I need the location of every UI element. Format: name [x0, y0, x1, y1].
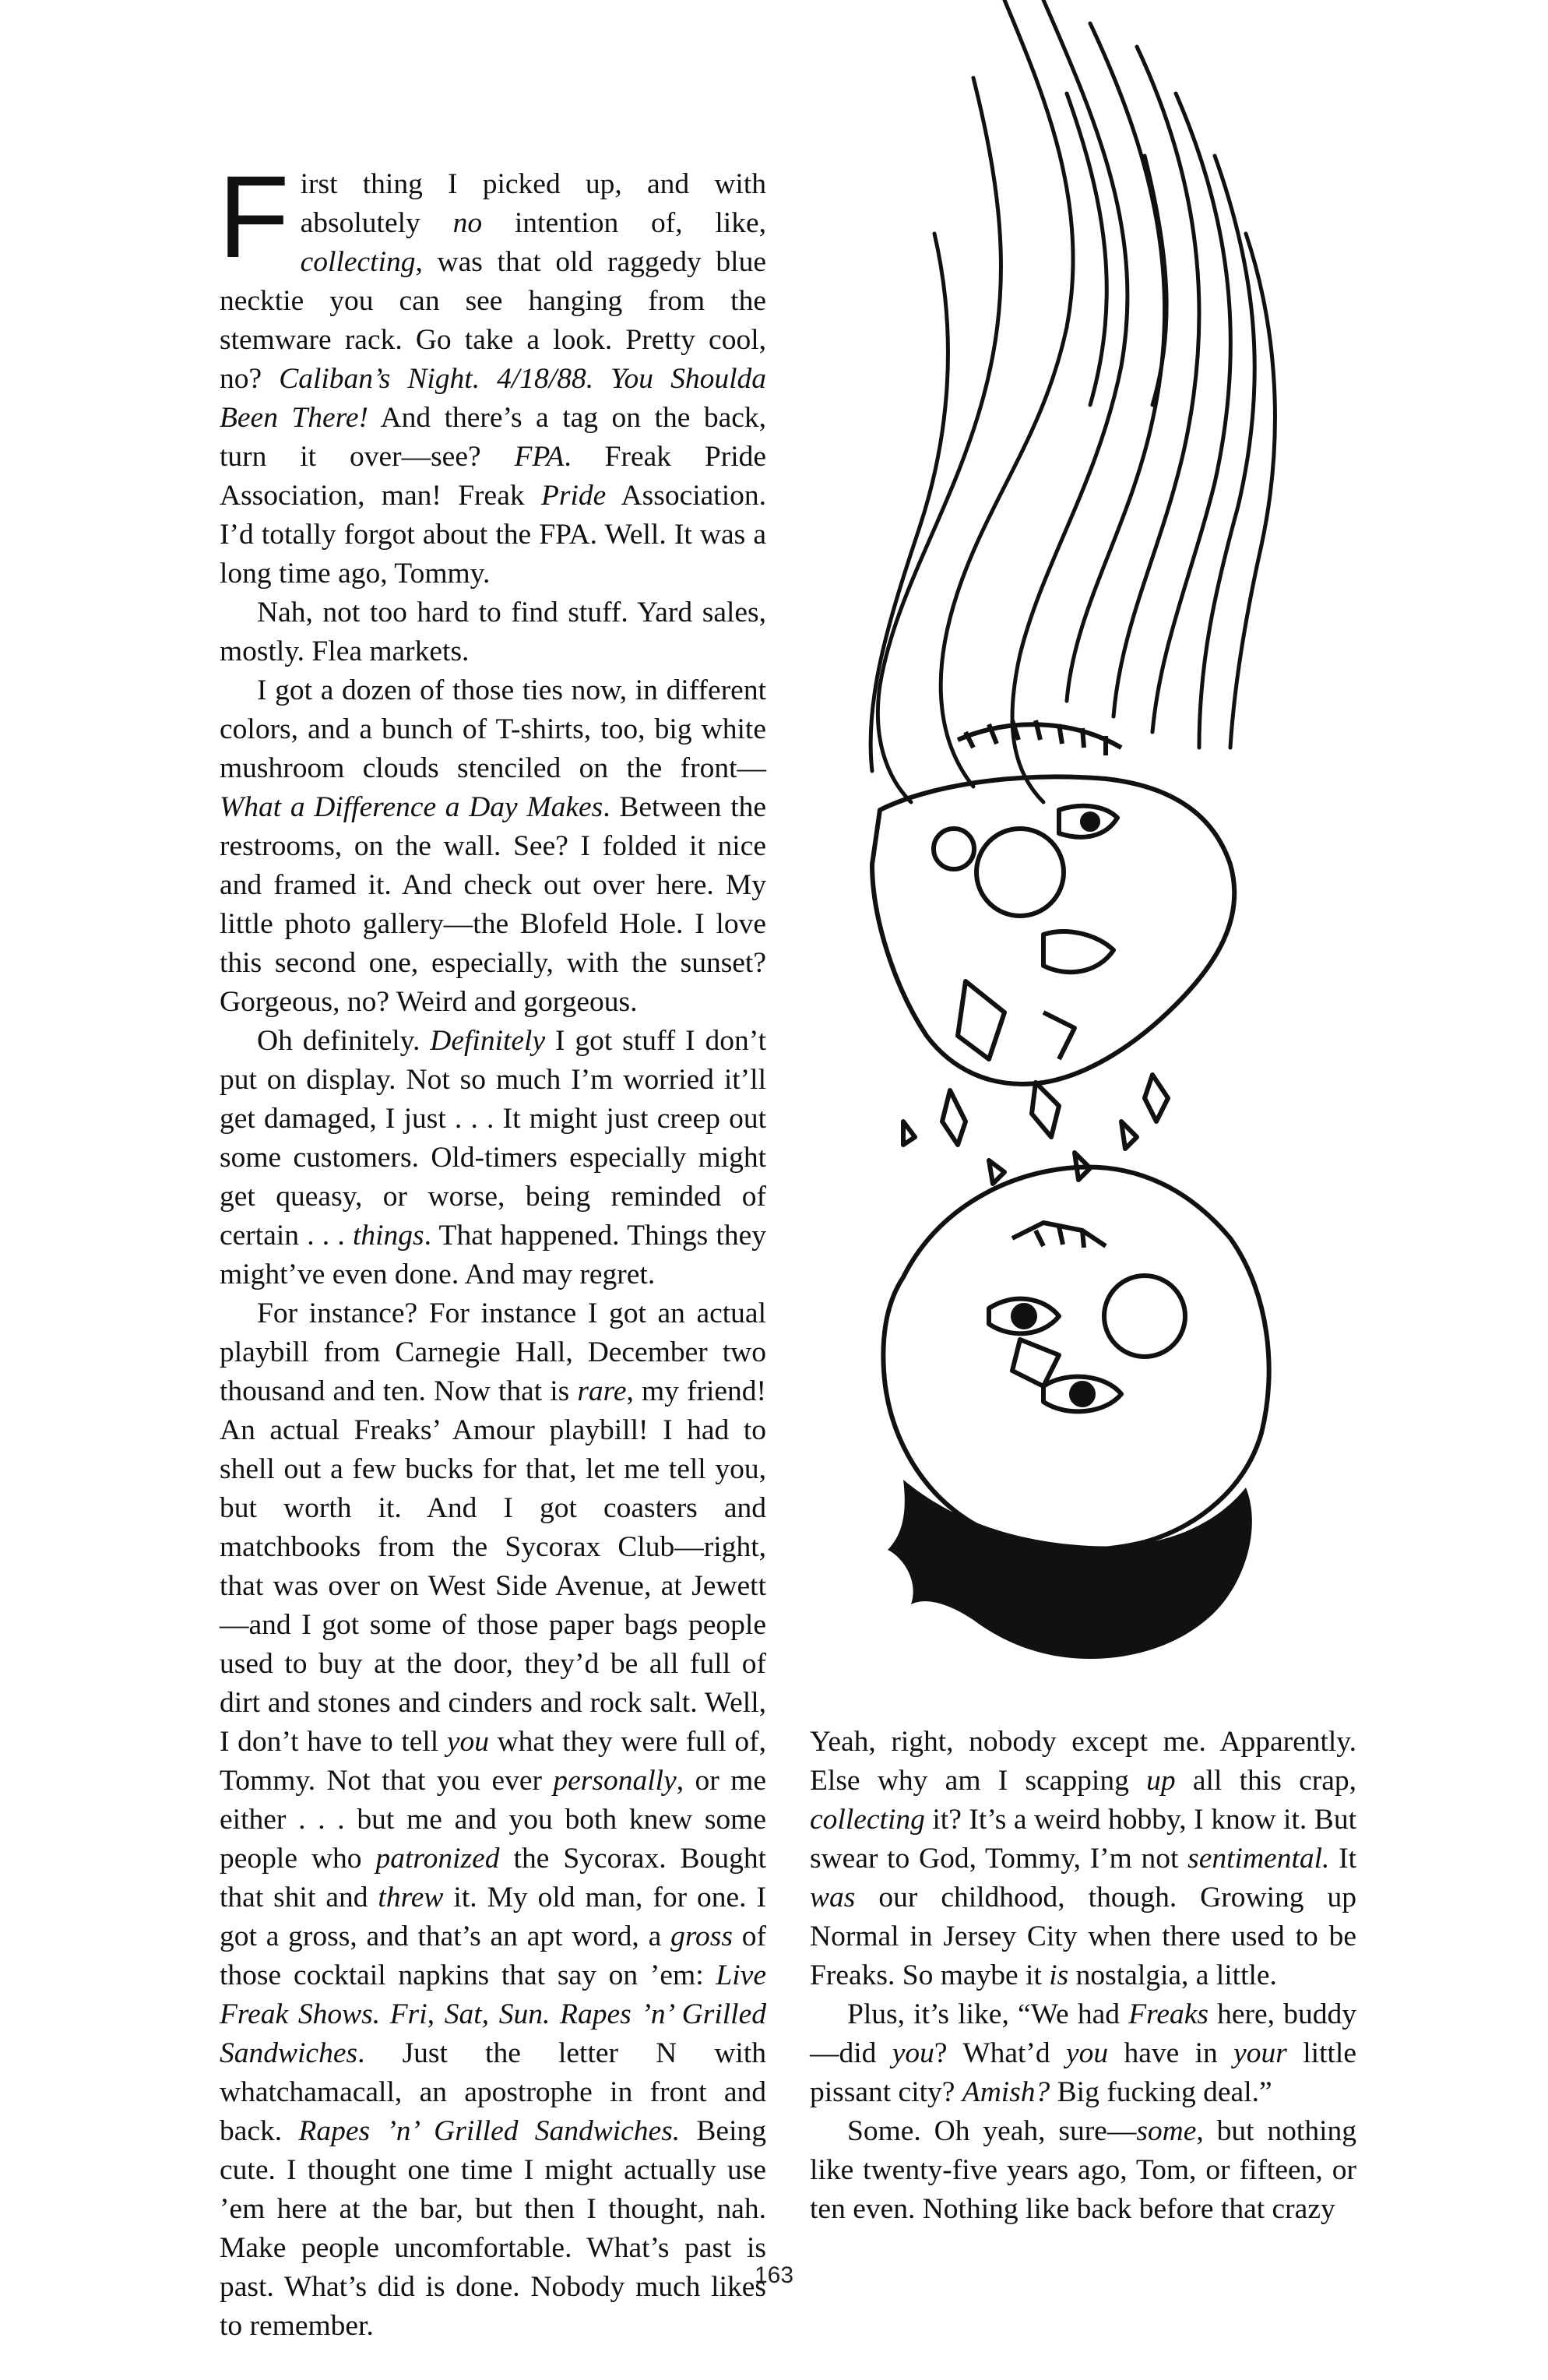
italic-text-run: Definitely	[430, 1025, 546, 1057]
text-run: Plus, it’s like, “We had	[847, 1998, 1129, 2030]
italic-text-run: up	[1146, 1765, 1176, 1797]
text-run: I got a dozen of those ties now, in different colors, and a bunch of T-shirts, too, big white mushroom clouds stenciled on the front—	[220, 674, 766, 784]
text-run: It	[1329, 1843, 1356, 1875]
text-run: nostalgia, a little.	[1068, 1959, 1277, 1991]
lower-head-inverted	[883, 1167, 1268, 1550]
illustration-two-inverted-heads-icon	[810, 0, 1425, 1682]
italic-text-run: collecting	[300, 246, 416, 278]
italic-text-run: Freaks	[1128, 1998, 1208, 2030]
text-run: here, buddy—did	[810, 1998, 1356, 2069]
italic-text-run: was	[810, 1882, 856, 1914]
text-run: For instance? For instance I got an actual playbill from Carnegie Hall, December two thousand and ten. Now that is	[220, 1297, 766, 1407]
text-run: the Sycorax. Bought that shit and	[220, 1843, 766, 1914]
italic-text-run: things	[352, 1220, 424, 1252]
glass-shards	[903, 1075, 1168, 1184]
paragraph	[810, 1995, 1356, 2112]
paragraph	[218, 151, 767, 593]
text-run: , was that old raggedy blue necktie you can see hanging from the stemware rack. Go take a look. Pretty cool, no?	[220, 246, 766, 395]
paragraph	[810, 2112, 1356, 2229]
text-run: intention of, like,	[482, 207, 766, 239]
text-run: I got stuff I don’t put on display. Not so much I’m worried it’ll get damaged, I just . . . It might just creep out some customers. Old-timers especially might get queasy, or worse, being reminded of certain . . .	[220, 1025, 766, 1252]
text-run: Big fucking deal.”	[1050, 2076, 1272, 2108]
text-run: . Freak Pride Association, man! Freak	[220, 441, 767, 512]
text-run: have in	[1108, 2037, 1234, 2069]
text-run: Some. Oh yeah, sure—	[847, 2115, 1137, 2147]
italic-text-run: you	[446, 1726, 489, 1758]
text-run: of those cocktail napkins that say on ’em:	[220, 1921, 766, 1991]
text-run: , my friend! An actual Freaks’ Amour playbill! I had to shell out a few bucks for that, let me tell you, but worth it. And I got coasters and matchbooks from the Sycorax Club—right, that was over on West Side Avenue, at Jewett—and I got some of those paper bags people used to buy at the door, they’d be all full of dirt and stones and cinders and rock salt. Well, I don’t have to tell	[220, 1375, 766, 1758]
italic-text-run: no	[452, 207, 483, 239]
italic-text-run: you	[1066, 2037, 1109, 2069]
left-text-column	[218, 151, 767, 2346]
text-run: Association. I’d totally forgot about the FPA. Well. It was a long time ago, Tommy.	[220, 480, 766, 590]
drop-cap: F	[218, 151, 290, 282]
paragraph	[220, 1022, 766, 1294]
italic-text-run: Caliban’s Night. 4/18/88. You Shoulda Been There!	[220, 363, 766, 434]
text-run: Yeah, right, nobody except me. Apparently. Else why am I scapping	[810, 1726, 1356, 1797]
italic-text-run: sentimental.	[1187, 1843, 1330, 1875]
italic-text-run: personally	[553, 1765, 677, 1797]
text-run: Being cute. I thought one time I might actually use ’em here at the bar, but then I thought, nah. Make people uncomfortable. What’s past is past. What’s did is done. Nobody much likes to remember.	[220, 2115, 767, 2342]
italic-text-run: FPA	[514, 441, 565, 473]
italic-text-run: gross	[670, 1921, 733, 1952]
paragraph	[220, 671, 766, 1022]
italic-text-run: Rapes ’n’ Grilled Sandwiches.	[298, 2115, 681, 2147]
italic-text-run: threw	[378, 1882, 444, 1914]
text-run: Nah, not too hard to find stuff. Yard sales, mostly. Flea markets.	[220, 597, 766, 667]
italic-text-run: Live Freak Shows. Fri, Sat, Sun. Rapes ’n’ Grilled Sandwiches	[220, 1959, 766, 2069]
italic-text-run: Amish?	[962, 2076, 1050, 2108]
italic-text-run: rare	[577, 1375, 627, 1407]
italic-text-run: you	[892, 2037, 934, 2069]
hair-strands	[871, 0, 1275, 802]
paragraph	[220, 593, 766, 671]
italic-text-run: is	[1049, 1959, 1069, 1991]
text-run: all this crap,	[1175, 1765, 1356, 1797]
text-run: . That happened. Things they might’ve even done. And may regret.	[220, 1220, 767, 1290]
text-run: , or me either . . . but me and you both knew some people who	[220, 1765, 766, 1875]
text-run: our childhood, though. Growing up Normal in Jersey City when there used to be Freaks. So maybe it	[810, 1882, 1356, 1991]
text-run: And there’s a tag on the back, turn it over—see?	[220, 402, 767, 473]
lower-head-hair	[888, 1480, 1252, 1659]
paragraph	[220, 1294, 766, 2346]
text-run: it? It’s a weird hobby, I know it. But swear to God, Tommy, I’m not	[810, 1804, 1356, 1875]
italic-text-run: patronized	[375, 1843, 500, 1875]
text-run: what they were full of, Tommy. Not that you ever	[220, 1726, 766, 1797]
italic-text-run: some	[1136, 2115, 1197, 2147]
text-run: , but nothing like twenty-five years ago, Tom, or fifteen, or ten even. Nothing like back before that crazy	[810, 2115, 1356, 2225]
italic-text-run: collecting	[810, 1804, 925, 1836]
page-number: 163	[754, 2262, 794, 2288]
text-run: Oh definitely.	[257, 1025, 431, 1057]
italic-text-run: What a Difference a Day Makes	[220, 791, 603, 823]
italic-text-run: Pride	[540, 480, 607, 512]
text-run: . Just the letter N with whatchamacall, an apostrophe in front and back.	[220, 2037, 766, 2147]
italic-text-run: your	[1233, 2037, 1287, 2069]
text-run: . Between the restrooms, on the wall. See? I folded it nice and framed it. And check out over here. My little photo gallery—the Blofeld Hole. I love this second one, especially, with the sunset? Gorgeous, no? Weird and gorgeous.	[220, 791, 767, 1018]
text-run: it. My old man, for one. I got a gross, and that’s an apt word, a	[220, 1882, 766, 1952]
paragraph	[810, 1723, 1356, 1995]
text-run: little pissant city?	[810, 2037, 1356, 2108]
text-run: irst thing I picked up, and with absolutely	[300, 168, 766, 239]
text-run: ? What’d	[934, 2037, 1067, 2069]
right-text-column	[810, 1723, 1356, 2229]
upper-head-inverted	[872, 720, 1234, 1084]
